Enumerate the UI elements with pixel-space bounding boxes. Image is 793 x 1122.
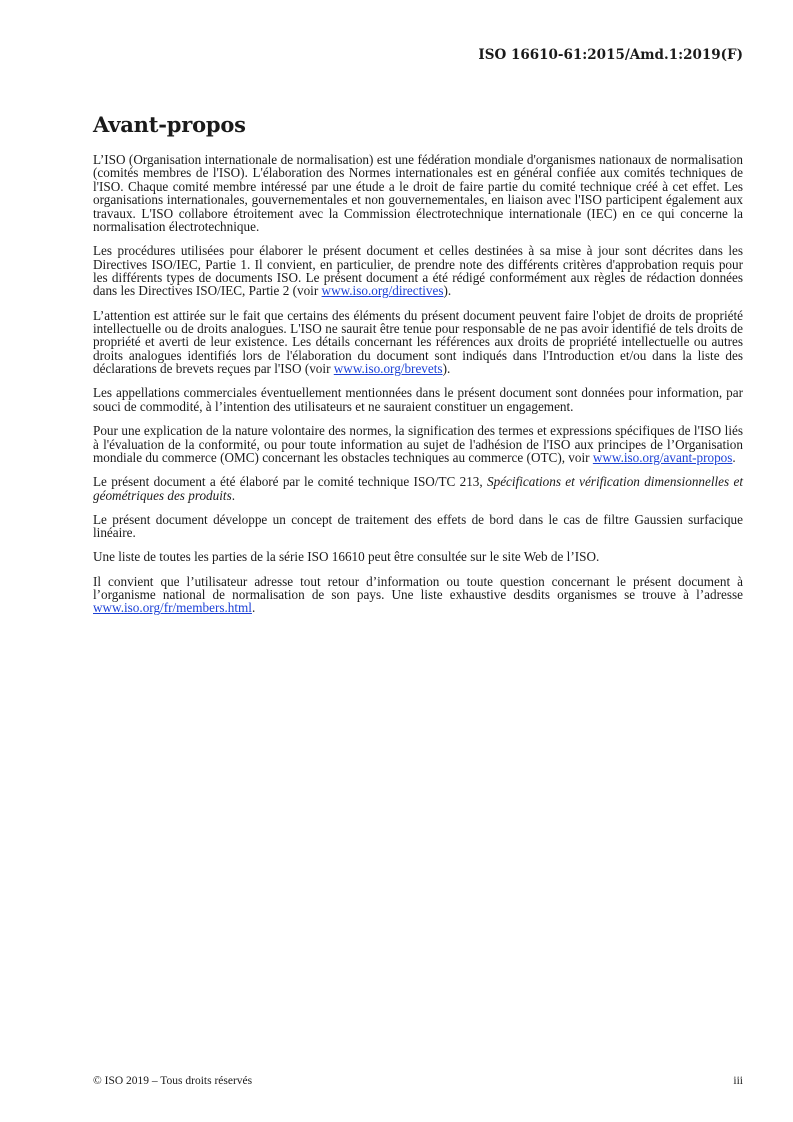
paragraph-text: L’ISO (Organisation internationale de normalisation) est une fédération mondiale d'organismes nationaux de normalisation (comités membres de l'ISO). L'élaboration des Normes internationales est en général confiée aux comités techniques de l'ISO. Chaque comité membre intéressé par une étude a le droit de faire partie du comité technique créé à cet effet. Les organisations internationales, gouvernementales et non gouvernementales, en liaison avec l'ISO participent également aux travaux. L'ISO collabore étroitement avec la Commission électrotechnique internationale (IEC) en ce qui concerne la normalisation électrotechnique. [93,152,743,235]
paragraph-committee [93,475,743,502]
paragraph-series-list [93,550,743,563]
directives-link[interactable]: www.iso.org/directives [321,283,444,299]
paragraph-text: Les appellations commerciales éventuellement mentionnées dans le présent document sont données pour information, par souci de commodité, à l’intention des utilisateurs et ne sauraient constituer un engagement. [93,385,743,414]
paragraph-feedback [93,575,743,615]
paragraph-iso-overview [93,153,743,233]
foreword-body [93,153,743,626]
paragraph-text: Le présent document développe un concept de traitement des effets de bord dans le cas de filtre Gaussien surfacique linéaire. [93,511,743,541]
committee-title: Spécifications et vérification dimensionnelles et géométriques des produits [93,474,743,503]
paragraph-patents [93,309,743,376]
paragraph-text: L’attention est attirée sur le fait que certains des éléments du présent document peuvent faire l'objet de droits de propriété intellectuelle ou de droits analogues. L'ISO ne saurait être tenue pour responsable de ne pas avoir identifié de tels droits de propriété et averti de leur existence. Les détails concernant les références aux droits de propriété intellectuelle ou autres droits analogues identifiés lors de l'élaboration du document sont indiqués dans l'Introduction et/ou dans la liste des déclarations de brevets reçues par l'ISO (voir [93,307,743,377]
paragraph-text: . [251,600,256,616]
page-title: Avant-propos [93,112,246,137]
paragraph-trade-names [93,386,743,413]
copyright-notice: © ISO 2019 – Tous droits réservés [93,1075,253,1087]
paragraph-procedures [93,244,743,298]
paragraph-text: Il convient que l’utilisateur adresse tout retour d’information ou toute question concernant le présent document à l’organisme national de normalisation de son pays. Une liste exhaustive desdits organismes se trouve à l’adresse [93,573,743,602]
paragraph-text: ). [442,361,451,377]
paragraph-text: Le présent document a été élaboré par le comité technique ISO/TC 213, [93,474,487,490]
paragraph-text: Les procédures utilisées pour élaborer le présent document et celles destinées à sa mise à jour sont décrites dans les Directives ISO/IEC, Partie 1. Il convient, en particulier, de prendre note des différents critères d'approbation requis pour les différents types de documents ISO. Le présent document a été rédigé conformément aux règles de rédaction données dans les Directives ISO/IEC, Partie 2 (voir [93,243,743,299]
paragraph-text: . [732,449,736,465]
paragraph-text: ). [443,283,452,299]
members-link[interactable]: www.iso.org/fr/members.html [93,600,252,616]
foreword-link[interactable]: www.iso.org/avant-propos [592,449,733,465]
paragraph-text: Pour une explication de la nature volontaire des normes, la signification des termes et expressions spécifiques de l'ISO liés à l'évaluation de la conformité, ou pour toute information au sujet de l'adhésion de l'ISO aux principes de l’Organisation mondiale du commerce (OMC) concernant les obstacles techniques au commerce (OTC), voir [93,423,743,465]
paragraph-text: Une liste de toutes les parties de la série ISO 16610 peut être consultée sur le site Web de l’ISO. [93,549,600,565]
paragraph-text: . [231,487,235,503]
patents-link[interactable]: www.iso.org/brevets [333,361,443,377]
page-number: iii [733,1075,743,1087]
document-reference: ISO 16610-61:2015/Amd.1:2019(F) [478,47,743,63]
paragraph-concept [93,513,743,540]
paragraph-voluntary-nature [93,424,743,464]
